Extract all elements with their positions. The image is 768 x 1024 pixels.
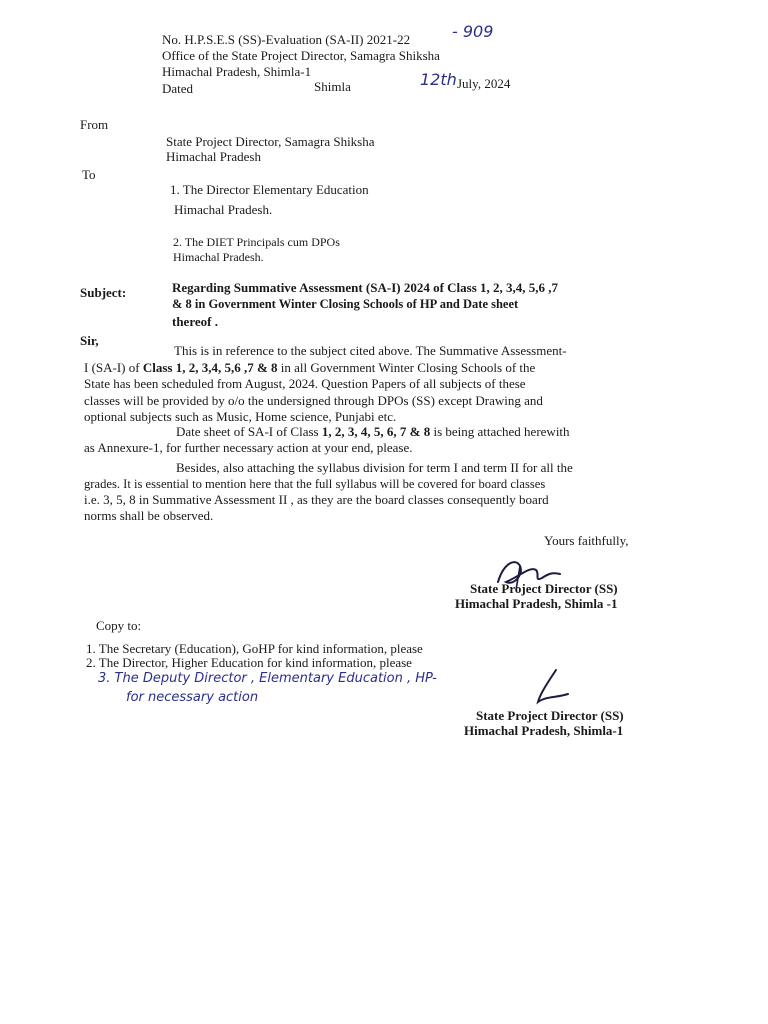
body-p2-line-1 bbox=[176, 424, 570, 440]
copy-item-2: 2. The Director, Higher Education for kind information, please bbox=[86, 655, 412, 670]
to-recipient-2: 2. The DIET Principals cum DPOs bbox=[173, 235, 340, 249]
body-p1-line-5: optional subjects such as Music, Home science, Punjabi etc. bbox=[84, 409, 397, 424]
body-p1-line-1: This is in reference to the subject cited above. The Summative Assessment- bbox=[174, 343, 567, 358]
copy-item-3-handwritten: 3. The Deputy Director , Elementary Education , HP- bbox=[98, 671, 437, 686]
body-text: Date sheet of SA-I of Class bbox=[176, 424, 322, 439]
body-p1-line-3: State has been scheduled from August, 2024. Question Papers of all subjects of these bbox=[84, 376, 526, 391]
subject-line-1: Regarding Summative Assessment (SA-I) 2024 of Class 1, 2, 3,4, 5,6 ,7 bbox=[172, 280, 559, 295]
signature-1-place: Himachal Pradesh, Shimla -1 bbox=[455, 596, 618, 611]
dated-city: Shimla bbox=[314, 79, 351, 94]
salutation: Sir, bbox=[80, 333, 99, 348]
body-p1-line-4: classes will be provided by o/o the undersigned through DPOs (SS) except Drawing and bbox=[84, 393, 543, 408]
body-text: is being attached herewith bbox=[430, 424, 570, 439]
copy-item-1: 1. The Secretary (Education), GoHP for kind information, please bbox=[86, 641, 423, 656]
from-label: From bbox=[80, 117, 109, 132]
from-line-2: Himachal Pradesh bbox=[166, 149, 261, 164]
body-p2-line-2: as Annexure-1, for further necessary action at your end, please. bbox=[84, 440, 413, 455]
handwritten-ref-number: - 909 bbox=[452, 22, 494, 41]
copy-item-3-handwritten-cont: for necessary action bbox=[126, 690, 259, 705]
body-class-list: 1, 2, 3, 4, 5, 6, 7 & 8 bbox=[321, 424, 431, 439]
body-p3-line-1: Besides, also attaching the syllabus division for term I and term II for all the bbox=[176, 460, 573, 475]
dated-month-year: July, 2024 bbox=[457, 76, 511, 91]
signature-1-title: State Project Director (SS) bbox=[470, 581, 618, 596]
to-recipient-1: 1. The Director Elementary Education bbox=[170, 182, 369, 197]
body-text: in all Government Winter Closing Schools of the bbox=[277, 360, 536, 375]
body-p1-line-2 bbox=[84, 360, 535, 376]
to-label: To bbox=[82, 167, 96, 182]
from-line-1: State Project Director, Samagra Shiksha bbox=[166, 134, 375, 149]
signature-2-title: State Project Director (SS) bbox=[476, 708, 624, 723]
body-p3-line-3: i.e. 3, 5, 8 in Summative Assessment II , as they are the board classes consequently board bbox=[84, 492, 549, 507]
signature-mark-2 bbox=[526, 668, 576, 708]
body-text: I (SA-I) of bbox=[84, 360, 143, 375]
to-recipient-1-place: Himachal Pradesh. bbox=[174, 202, 273, 217]
to-recipient-2-place: Himachal Pradesh. bbox=[173, 250, 264, 264]
reference-number: No. H.P.S.E.S (SS)-Evaluation (SA-II) 2021-22 bbox=[162, 32, 411, 47]
signature-2-place: Himachal Pradesh, Shimla-1 bbox=[464, 723, 624, 738]
handwritten-day: 12th bbox=[420, 70, 457, 89]
body-p3-line-4: norms shall be observed. bbox=[84, 508, 214, 523]
office-name: Office of the State Project Director, Samagra Shiksha bbox=[162, 48, 440, 63]
subject-label: Subject: bbox=[80, 285, 127, 300]
copy-to-label: Copy to: bbox=[96, 618, 142, 633]
body-class-list: Class 1, 2, 3,4, 5,6 ,7 & 8 bbox=[142, 360, 278, 375]
body-p3-line-2: grades. It is essential to mention here that the full syllabus will be covered for board classes bbox=[84, 477, 546, 491]
dated-label: Dated bbox=[162, 81, 194, 96]
subject-line-3: thereof . bbox=[172, 314, 218, 329]
closing: Yours faithfully, bbox=[544, 533, 629, 548]
subject-line-2: & 8 in Government Winter Closing Schools of HP and Date sheet bbox=[172, 297, 519, 311]
office-place: Himachal Pradesh, Shimla-1 bbox=[162, 64, 312, 79]
